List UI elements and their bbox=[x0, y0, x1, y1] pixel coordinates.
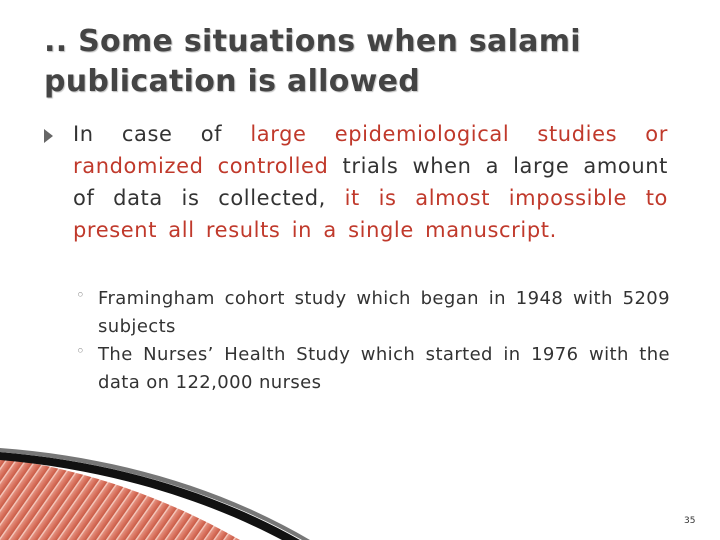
main-bullet bbox=[44, 118, 668, 246]
title-line-2: publication is allowed bbox=[44, 64, 421, 99]
sub-bullet-nurses bbox=[76, 341, 670, 397]
hollow-circle-icon: ◦ bbox=[76, 342, 85, 360]
sub-bullet-framingham bbox=[76, 285, 670, 341]
page-number: 35 bbox=[684, 516, 696, 526]
title-line-1: .. Some situations when salami bbox=[44, 24, 581, 59]
bullet-highlight-1: large epidemiological studies or randomized controlled bbox=[73, 122, 668, 178]
bullet-text-segment-2: trials when a large amount of data is collected, bbox=[73, 154, 668, 210]
decorative-swoosh bbox=[0, 440, 720, 540]
hollow-circle-icon: ◦ bbox=[76, 286, 85, 304]
sub-bullet-text: Framingham cohort study which began in 1948 with 5209 subjects bbox=[98, 288, 670, 337]
bullet-text-segment-1: In case of bbox=[73, 122, 251, 146]
slide-title bbox=[44, 22, 684, 102]
triangle-arrow-icon bbox=[44, 129, 53, 143]
main-bullet-text bbox=[73, 118, 668, 246]
sub-bullet-list bbox=[76, 285, 670, 397]
sub-bullet-text: The Nurses’ Health Study which started in 1976 with the data on 122,000 nurses bbox=[98, 344, 670, 393]
bullet-highlight-2: it is almost impossible to present all results in a single manuscript. bbox=[73, 186, 668, 242]
